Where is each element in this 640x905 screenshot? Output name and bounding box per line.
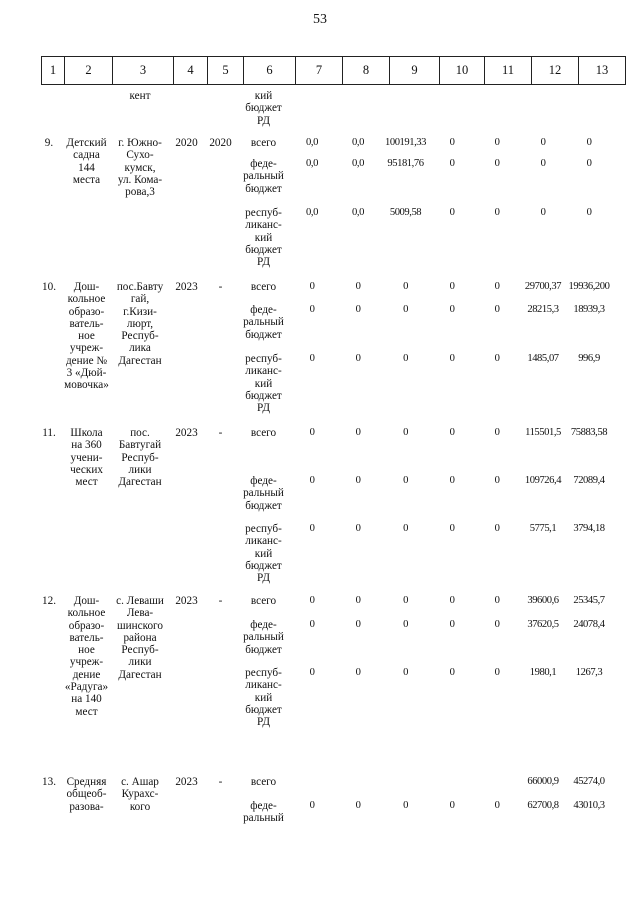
value-col-7: 0 bbox=[309, 523, 315, 534]
value-col-7: 0 bbox=[309, 281, 315, 292]
value-col-11: 0 bbox=[494, 595, 500, 606]
column-header-3: 3 bbox=[113, 57, 174, 85]
funding-source: всего bbox=[250, 595, 277, 607]
value-col-10: 0 bbox=[449, 427, 455, 438]
value-col-7: 0,0 bbox=[306, 158, 318, 169]
value-col-13: 0 bbox=[586, 158, 592, 169]
value-col-12: 28215,3 bbox=[527, 304, 559, 315]
value-col-10: 0 bbox=[449, 800, 455, 811]
value-col-12: 5775,1 bbox=[529, 523, 557, 534]
value-col-9: 0 bbox=[403, 353, 408, 364]
object-name: Дош- кольное образо- ватель- ное учреж- дение «Радуга» на 140 мест bbox=[64, 595, 109, 718]
start-year: 2023 bbox=[175, 595, 198, 607]
value-col-9: 0 bbox=[403, 475, 408, 486]
funding-source: феде- ральный бюджет bbox=[243, 158, 284, 195]
value-col-8: 0 bbox=[355, 523, 361, 534]
funding-source: феде- ральный бюджет bbox=[243, 619, 284, 656]
object-name: Средняя общеоб- разова- bbox=[66, 776, 107, 813]
value-col-10: 0 bbox=[449, 304, 455, 315]
value-col-10: 0 bbox=[449, 137, 455, 148]
value-col-8: 0 bbox=[355, 281, 361, 292]
value-col-11: 0 bbox=[494, 523, 500, 534]
column-header-10: 10 bbox=[440, 57, 485, 85]
value-col-13: 72089,4 bbox=[573, 475, 605, 486]
funding-source: феде- ральный бюджет bbox=[243, 475, 284, 512]
value-col-7: 0 bbox=[309, 475, 315, 486]
value-col-8: 0 bbox=[355, 353, 361, 364]
object-location: г. Южно- Сухо- кумск, ул. Кома- рова,3 bbox=[117, 137, 163, 199]
value-col-9: 0 bbox=[403, 619, 408, 630]
value-col-7: 0,0 bbox=[306, 207, 318, 218]
value-col-9: 100191,33 bbox=[385, 137, 426, 148]
value-col-7: 0 bbox=[309, 619, 315, 630]
value-col-13: 25345,7 bbox=[573, 595, 605, 606]
value-col-7: 0 bbox=[309, 595, 315, 606]
column-header-row bbox=[41, 56, 626, 85]
value-col-11: 0 bbox=[494, 353, 500, 364]
column-header-13: 13 bbox=[579, 57, 626, 85]
end-year: - bbox=[218, 281, 223, 293]
value-col-13: 19936,200 bbox=[568, 281, 610, 292]
funding-source: всего bbox=[250, 776, 277, 788]
object-location: пос.Бавту гай, г.Кизи- люрт, Респуб- лика Дагестан bbox=[116, 281, 164, 367]
funding-source: респуб- ликанс- кий бюджет РД bbox=[245, 523, 282, 585]
value-col-12: 0 bbox=[540, 207, 546, 218]
funding-source: всего bbox=[250, 281, 277, 293]
end-year: - bbox=[218, 595, 223, 607]
value-col-10: 0 bbox=[449, 595, 455, 606]
value-col-8: 0 bbox=[355, 667, 361, 678]
value-col-12: 39600,6 bbox=[527, 595, 559, 606]
value-col-12: 62700,8 bbox=[527, 800, 559, 811]
column-header-1: 1 bbox=[42, 57, 65, 85]
funding-source: всего bbox=[250, 427, 277, 439]
value-col-12: 0 bbox=[540, 137, 546, 148]
column-header-5: 5 bbox=[208, 57, 244, 85]
value-col-13: 0 bbox=[586, 207, 592, 218]
column-header-7: 7 bbox=[296, 57, 343, 85]
start-year: 2020 bbox=[175, 137, 198, 149]
value-col-13: 1267,3 bbox=[575, 667, 603, 678]
value-col-8: 0,0 bbox=[352, 158, 364, 169]
end-year: - bbox=[218, 776, 223, 788]
value-col-9: 0 bbox=[403, 523, 408, 534]
value-col-8: 0 bbox=[355, 304, 361, 315]
value-col-8: 0 bbox=[355, 475, 361, 486]
value-col-9: 95181,76 bbox=[387, 158, 424, 169]
value-col-8: 0 bbox=[355, 427, 361, 438]
value-col-11: 0 bbox=[494, 137, 500, 148]
object-location: с. Ашар Курахс- кого bbox=[121, 776, 159, 813]
column-header-12: 12 bbox=[532, 57, 579, 85]
value-col-12: 66000,9 bbox=[527, 776, 559, 787]
value-col-9: 0 bbox=[403, 281, 408, 292]
value-col-12: 1980,1 bbox=[529, 667, 557, 678]
value-col-13: 45274,0 bbox=[573, 776, 605, 787]
value-col-7: 0 bbox=[309, 427, 315, 438]
value-col-12: 115501,5 bbox=[525, 427, 561, 438]
column-header-8: 8 bbox=[343, 57, 390, 85]
row-number: 12. bbox=[42, 595, 56, 607]
carry-place-text: кент bbox=[129, 90, 151, 102]
value-col-9: 0 bbox=[403, 427, 408, 438]
value-col-10: 0 bbox=[449, 475, 455, 486]
value-col-9: 5009,58 bbox=[389, 207, 422, 218]
row-number: 10. bbox=[42, 281, 56, 293]
object-name: Школа на 360 учени- ческих мест bbox=[70, 427, 103, 489]
value-col-13: 3794,18 bbox=[573, 523, 605, 534]
value-col-10: 0 bbox=[449, 281, 455, 292]
value-col-10: 0 bbox=[449, 523, 455, 534]
value-col-7: 0,0 bbox=[306, 137, 318, 148]
value-col-13: 24078,4 bbox=[573, 619, 605, 630]
object-name: Детский садна 144 места bbox=[66, 137, 107, 186]
value-col-12: 0 bbox=[540, 158, 546, 169]
value-col-11: 0 bbox=[494, 475, 500, 486]
funding-source: респуб- ликанс- кий бюджет РД bbox=[245, 207, 282, 269]
value-col-11: 0 bbox=[494, 800, 500, 811]
start-year: 2023 bbox=[175, 281, 198, 293]
object-location: с. Леваши Лева- шинского района Респуб- лики Дагестан bbox=[116, 595, 164, 681]
value-col-11: 0 bbox=[494, 619, 500, 630]
page-number: 53 bbox=[313, 12, 327, 27]
funding-source: феде- ральный bbox=[243, 800, 284, 825]
start-year: 2023 bbox=[175, 427, 198, 439]
value-col-7: 0 bbox=[309, 800, 315, 811]
column-header-2: 2 bbox=[65, 57, 113, 85]
funding-source: респуб- ликанс- кий бюджет РД bbox=[245, 353, 282, 415]
value-col-10: 0 bbox=[449, 667, 455, 678]
object-name: Дош- кольное образо- ватель- ное учреж- дение № 3 «Дюй- мовочка» bbox=[64, 281, 109, 392]
value-col-8: 0 bbox=[355, 595, 361, 606]
column-header-11: 11 bbox=[485, 57, 532, 85]
value-col-11: 0 bbox=[494, 207, 500, 218]
value-col-10: 0 bbox=[449, 158, 455, 169]
value-col-11: 0 bbox=[494, 281, 500, 292]
value-col-13: 996,9 bbox=[578, 353, 600, 364]
value-col-9: 0 bbox=[403, 595, 408, 606]
value-col-8: 0,0 bbox=[352, 137, 364, 148]
value-col-8: 0 bbox=[355, 800, 361, 811]
start-year: 2023 bbox=[175, 776, 198, 788]
value-col-8: 0 bbox=[355, 619, 361, 630]
value-col-10: 0 bbox=[449, 619, 455, 630]
value-col-13: 18939,3 bbox=[573, 304, 605, 315]
value-col-12: 37620,5 bbox=[527, 619, 559, 630]
value-col-7: 0 bbox=[309, 353, 315, 364]
end-year: 2020 bbox=[209, 137, 232, 149]
carry-source-text: кий бюджет РД bbox=[245, 90, 282, 127]
value-col-7: 0 bbox=[309, 667, 315, 678]
value-col-12: 29700,37 bbox=[524, 281, 562, 292]
object-location: пос. Бавтугай Респуб- лики Дагестан bbox=[118, 427, 162, 489]
column-header-9: 9 bbox=[390, 57, 440, 85]
value-col-12: 109726,4 bbox=[524, 475, 562, 486]
row-number: 9. bbox=[44, 137, 54, 149]
value-col-10: 0 bbox=[449, 207, 455, 218]
value-col-11: 0 bbox=[494, 304, 500, 315]
value-col-7: 0 bbox=[309, 304, 315, 315]
value-col-12: 1485,07 bbox=[527, 353, 559, 364]
column-header-4: 4 bbox=[174, 57, 208, 85]
row-number: 13. bbox=[42, 776, 56, 788]
funding-source: феде- ральный бюджет bbox=[243, 304, 284, 341]
value-col-11: 0 bbox=[494, 158, 500, 169]
funding-source: респуб- ликанс- кий бюджет РД bbox=[245, 667, 282, 729]
value-col-13: 43010,3 bbox=[573, 800, 605, 811]
value-col-9: 0 bbox=[403, 667, 408, 678]
value-col-10: 0 bbox=[449, 353, 455, 364]
value-col-11: 0 bbox=[494, 667, 500, 678]
value-col-11: 0 bbox=[494, 427, 500, 438]
row-number: 11. bbox=[42, 427, 56, 439]
funding-source: всего bbox=[250, 137, 277, 149]
value-col-9: 0 bbox=[403, 304, 408, 315]
end-year: - bbox=[218, 427, 223, 439]
column-header-6: 6 bbox=[244, 57, 296, 85]
value-col-13: 0 bbox=[586, 137, 592, 148]
value-col-8: 0,0 bbox=[352, 207, 364, 218]
value-col-9: 0 bbox=[403, 800, 408, 811]
value-col-13: 75883,58 bbox=[570, 427, 608, 438]
